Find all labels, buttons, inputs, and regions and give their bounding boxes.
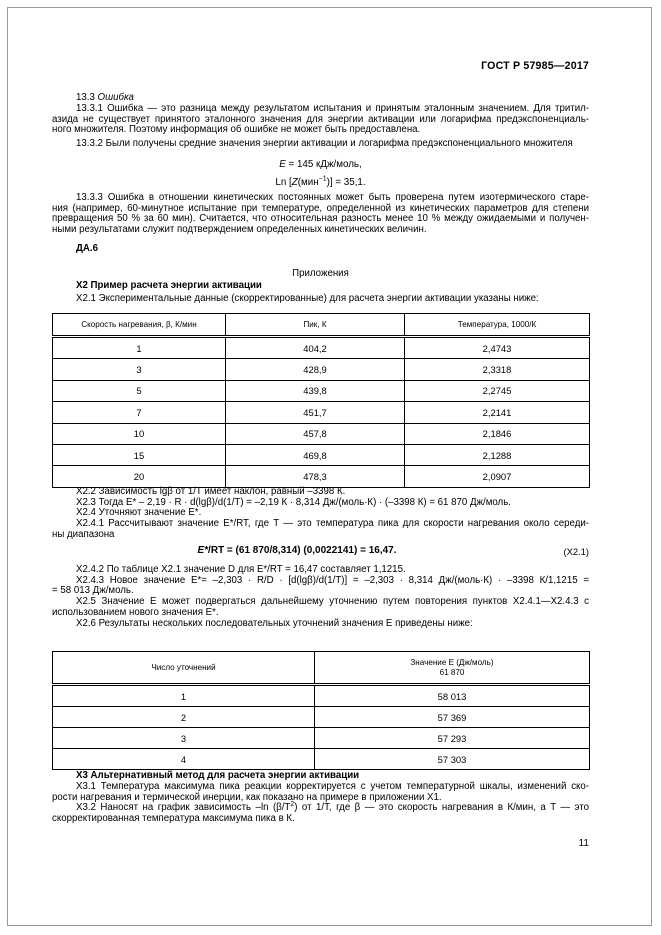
paragraph-line: ны диапазона	[52, 528, 115, 540]
table-row	[53, 380, 590, 401]
table-row	[53, 685, 590, 707]
formula-e-value: = 145 кДж/моль,	[285, 159, 362, 170]
table-row	[53, 728, 590, 749]
cell-heating-rate: 1	[53, 337, 226, 359]
formula-variable-e-star: E*	[197, 545, 209, 556]
formula-ln-z	[52, 177, 589, 188]
paragraph-line: X3.1 Температура максимума пика реакции корректируется с учетом температурной шкалы, изменений ско-	[76, 781, 589, 792]
cell-energy-value: 57 369	[315, 707, 590, 728]
column-header-heating-rate: Скорость нагревания, β, К/мин	[53, 314, 226, 337]
paragraph-line: = 58 013 Дж/моль.	[52, 585, 134, 597]
paragraph-line: 13.3.2 Были получены средние значения энергии активации и логарифма предэкспоненциального множителя	[76, 138, 573, 149]
page-header-standard-number: ГОСТ Р 57985—2017	[481, 60, 589, 72]
clause-13-3-number: 13.3	[76, 92, 98, 103]
cell-refinement-count: 4	[53, 749, 315, 770]
clause-13-3-2-paragraph	[52, 139, 589, 150]
table-row	[53, 466, 590, 487]
cell-heating-rate: 10	[53, 423, 226, 444]
paragraph-line: X2.4.2 По таблице X2.1 значение D для E*/RT = 16,47 составляет 1,1215.	[76, 564, 406, 575]
paragraph-line: рости нагревания и термической инерции, как показано на примере в приложении X1.	[52, 791, 442, 803]
cell-temperature: 2,1846	[405, 423, 590, 444]
cell-energy-value: 57 303	[315, 749, 590, 770]
clause-13-3-3-paragraph	[52, 193, 589, 236]
cell-refinement-count: 1	[53, 685, 315, 707]
table-header-row	[53, 652, 590, 685]
clause-13-3-title: Ошибка	[97, 92, 134, 103]
paragraph-line: X2.3 Тогда E* – 2,19 · R · d(lgβ)/d(1/T) = –2,19 К · 8,314 Дж/(моль·К) · (–3398 К) = 61 870 Дж/моль.	[76, 496, 511, 508]
cell-heating-rate: 15	[53, 444, 226, 465]
paragraph-line: ного множителя. Поэтому информация об ошибке не может быть предоставлена.	[52, 124, 421, 136]
column-header-refinement-count: Число уточнений	[53, 652, 315, 685]
paragraph-line: использованием нового значения E*.	[52, 606, 219, 618]
paragraph-line: 13.3.3 Ошибка в отношении кинетических постоянных может быть проверена путем изотермического старе-	[76, 192, 589, 203]
page-number: 11	[578, 838, 589, 849]
column-header-peak: Пик, К	[226, 314, 405, 337]
paragraph-line: X2.5 Значение E может подвергаться дальнейшему уточнению путем повторения пунктов X2.4.1—X2.4.3 с	[76, 596, 589, 608]
cell-temperature: 2,2745	[405, 380, 590, 401]
paragraph-exponent: 2	[290, 801, 295, 809]
column-header-energy-value	[315, 652, 590, 685]
cell-temperature: 2,0907	[405, 466, 590, 487]
column-header-energy-initial: 61 870	[439, 667, 465, 677]
cell-refinement-count: 3	[53, 728, 315, 749]
appendices-heading: Приложения	[292, 268, 349, 279]
formula-ln-exponent: −1	[318, 175, 327, 183]
cell-peak: 439,8	[226, 380, 405, 401]
cell-heating-rate: 20	[53, 466, 226, 487]
table-row	[53, 337, 590, 359]
paragraph-line: азида не существует принятого эталонного значения для энергии активации или логарифма предэкспоненциаль-	[52, 113, 589, 125]
formula-ln-suffix: )] = 35,1.	[326, 177, 366, 188]
cell-heating-rate: 7	[53, 402, 226, 423]
table-row	[53, 402, 590, 423]
table-row	[53, 359, 590, 380]
cell-temperature: 2,4743	[405, 337, 590, 359]
formula-activation-energy	[52, 159, 589, 170]
cell-temperature: 2,2141	[405, 402, 590, 423]
clause-da-6-heading: ДА.6	[76, 243, 98, 254]
formula-variable-e: E	[279, 159, 286, 170]
clause-x2-4-2-to-x2-6-paragraphs	[52, 565, 589, 629]
table-row	[53, 707, 590, 728]
table-row	[53, 423, 590, 444]
cell-temperature: 2,1288	[405, 444, 590, 465]
formula-variable-z: Z	[291, 177, 298, 188]
appendix-x3-heading: X3 Альтернативный метод для расчета энергии активации	[76, 770, 360, 781]
paragraph-line: X2.2 Зависимость lgβ от 1/T имеет наклон, равный –3398 К.	[76, 486, 346, 497]
paragraph-line: ния (например, 60-минутное испытание при температуре, определенной из кинетических параметров для степени	[52, 202, 589, 214]
paragraph-line: X2.4.1 Рассчитывают значение E*/RT, где T — это температура пика для скорости нагревания около середи-	[76, 518, 589, 530]
cell-peak: 404,2	[226, 337, 405, 359]
cell-heating-rate: 5	[53, 380, 226, 401]
paragraph-text-pre: X3.2 Наносят на график зависимость –ln (β/T	[76, 802, 291, 814]
paragraph-line: 13.3.1 Ошибка — это разница между результатом испытания и принятым эталонным значением. Для тритил-	[76, 103, 589, 114]
paragraph-line: скорректированная температура максимума пика в К.	[52, 813, 295, 825]
paragraph-line: ными результатами служит подтверждением определенных кинетических величин.	[52, 224, 427, 236]
appendix-x2-heading: X2 Пример расчета энергии активации	[76, 280, 262, 291]
clause-13-3-1-paragraph	[52, 104, 589, 136]
column-header-energy-label: Значение E (Дж/моль)	[410, 657, 494, 667]
paragraph-line: превращения 50 % за 60 мин). Считается, что относительная разность менее 10 % между ожидаемыми и получен-	[52, 213, 589, 225]
cell-peak: 428,9	[226, 359, 405, 380]
table-experimental-data	[52, 313, 590, 488]
cell-heating-rate: 3	[53, 359, 226, 380]
formula-number-x2-1: (X2.1)	[563, 546, 589, 557]
cell-energy-value: 58 013	[315, 685, 590, 707]
cell-refinement-count: 2	[53, 707, 315, 728]
table-refinement-results	[52, 651, 590, 770]
formula-ln-prefix: Ln [	[275, 177, 292, 188]
paragraph-text-post: ) от 1/T, где β — это скорость нагревания в К/мин, а T — это	[294, 802, 589, 814]
column-header-temperature: Температура, 1000/К	[405, 314, 590, 337]
paragraph-line: X2.4 Уточняют значение E*.	[76, 507, 202, 519]
clause-x3-paragraphs	[52, 782, 589, 825]
paragraph-line: X2.4.3 Новое значение E*= –2,303 · R/D · [d(lgβ)/d(1/T)] = –2,303 · 8,314 Дж/(моль·К) · –3398 К/1,1215 =	[76, 574, 589, 586]
cell-temperature: 2,3318	[405, 359, 590, 380]
table-header-row	[53, 314, 590, 337]
clause-x2-1-paragraph	[52, 294, 589, 305]
paragraph-line: X2.6 Результаты нескольких последовательных уточнений значения E приведены ниже:	[76, 617, 473, 629]
cell-peak: 451,7	[226, 402, 405, 423]
paragraph-line: X2.1 Экспериментальные данные (скорректированные) для расчета энергии активации указаны ниже:	[76, 293, 539, 304]
cell-energy-value: 57 293	[315, 728, 590, 749]
cell-peak: 457,8	[226, 423, 405, 444]
cell-peak: 469,8	[226, 444, 405, 465]
cell-peak: 478,3	[226, 466, 405, 487]
formula-ln-mid: (мин	[297, 177, 319, 188]
table-row	[53, 749, 590, 770]
formula-x2-1-body: /RT = (61 870/8,314) (0,0022141) = 16,47.	[208, 545, 397, 556]
clause-x2-2-to-x2-4-1-paragraphs	[52, 487, 589, 541]
table-row	[53, 444, 590, 465]
